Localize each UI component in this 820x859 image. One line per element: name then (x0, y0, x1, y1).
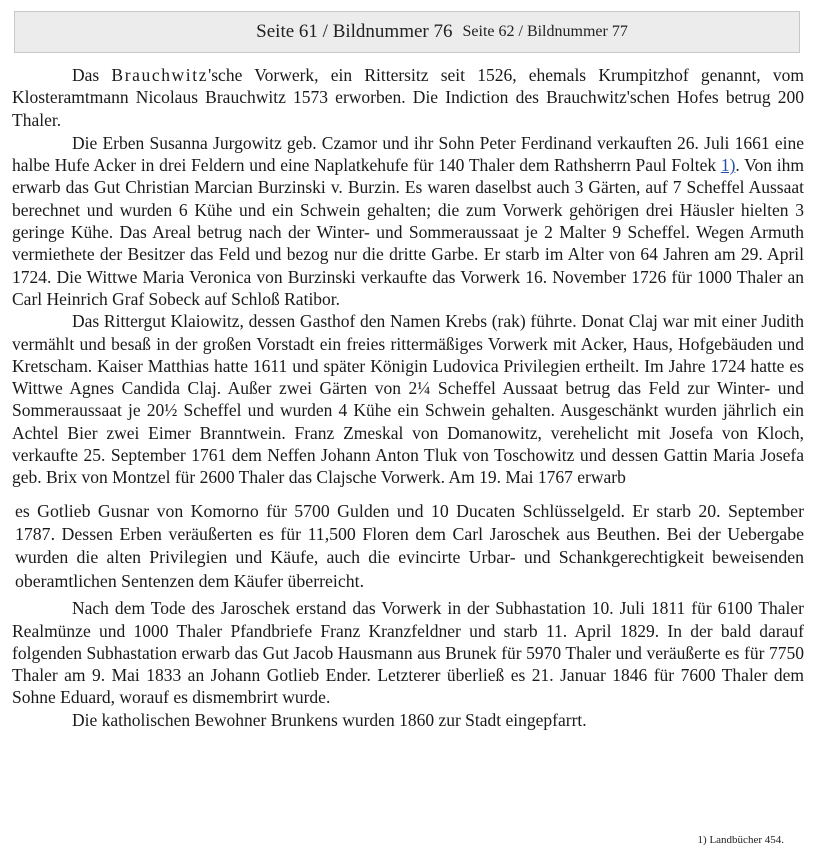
paragraph-text: Die katholischen Bewohner Brunkens wurden 1860 zur Stadt eingepfarrt. (72, 709, 587, 730)
next-page-number-label: Seite 62 / Bildnummer 77 (462, 23, 628, 40)
paragraph-brunken (12, 709, 804, 731)
footnote-text: 1) Landbücher 454. (697, 834, 784, 846)
paragraph-jaroschek (12, 597, 804, 708)
paragraph-brauchwitz (12, 64, 804, 131)
paragraph-text: 'sche Vorwerk, ein Rittersitz seit 1526, ehemals Krumpitzhof genannt, vom Klosteramtmann Nicolaus Brauchwitz 1573 erworben. Die Indiction des Brauchwitz'schen Hofes betrug 200 Thaler. (12, 65, 804, 130)
paragraph-text: . Von ihm erwarb das Gut Christian Marcian Burzinski v. Burzin. Es waren daselbst auch 3 Gärten, auf 7 Scheffel Aussaat berechnet und wurden 6 Kühe und ein Schwein gehalten; die zum Vorwerk gehörigen drei Häusler hielten 3 geringe Kühe. Das Areal betrug nach der Winter- und Sommeraussaat je 2 Malter 9 Scheffel. Wegen Armuth vermiethete der Besitzer das Feld und bezog nur die dritte Garbe. Er starb im Alter von 64 Jahren am 29. April 1724. Die Wittwe Maria Veronica von Burzinski verkaufte das Vorwerk 16. November 1726 für 1000 Thaler an Carl Heinrich Graf Sobeck auf Schloß Ratibor. (12, 155, 804, 309)
paragraph-erben (12, 132, 804, 310)
footnote-reference-link[interactable]: 1) (720, 155, 736, 176)
paragraph-text: es Gotlieb Gusnar von Komorno für 5700 Gulden und 10 Ducaten Schlüsselgeld. Er starb 20. September 1787. Dessen Erben veräußerten es für 11,500 Floren dem Carl Jaroschek aus Beuthen. Bei der Uebergabe wurden die alten Privilegien und Käufe, auch die evincirte Urbar- und Schankgerechtigkeit beweisenden oberamtlichen Sentenzen dem Käufer überreicht. (15, 500, 804, 591)
page-header-bar (14, 11, 800, 53)
paragraph-text: Nach dem Tode des Jaroschek erstand das Vorwerk in der Subhastation 10. Juli 1811 für 6100 Thaler Realmünze und 1000 Thaler Pfandbriefe Franz Kranzfeldner und starb 11. April 1829. In der bald darauf folgenden Subhastation erwarb das Gut Jacob Hausmann aus Brunek für 5970 Thaler und veräußerte es für 7750 Thaler am 9. Mai 1833 an Johann Gotlieb Ender. Letzterer überließ es 21. Januar 1846 für 7600 Thaler dem Sohne Eduard, worauf es dismembrirt wurde. (12, 598, 804, 708)
page-number-label: Seite 61 / Bildnummer 76 (256, 21, 453, 42)
spaced-name-brauchwitz: Brauchwitz (111, 65, 209, 85)
paragraph-continuation (12, 500, 804, 594)
paragraph-prefix: Das (72, 65, 112, 85)
page-break-gap (12, 489, 804, 500)
document-body (12, 64, 804, 731)
paragraph-klaiowitz (12, 310, 804, 488)
paragraph-text: Die Erben Susanna Jurgowitz geb. Czamor und ihr Sohn Peter Ferdinand verkauften 26. Juli 1661 eine halbe Hufe Acker in drei Feldern und eine Naplatkehufe für 140 Thaler dem Rathsherrn Paul Foltek (12, 132, 804, 176)
paragraph-text: Das Rittergut Klaiowitz, dessen Gasthof den Namen Krebs (rak) führte. Donat Claj war mit einer Judith vermählt und besaß in der großen Vorstadt ein freies rittermäßiges Vorwerk mit Acker, Haus, Hofgebäuden und Kretscham. Kaiser Matthias hatte 1611 und später Königin Ludovica Privilegien ertheilt. Im Jahre 1724 hatte es Wittwe Agnes Candida Claj. Außer zwei Gärten von 2¼ Scheffel Aussaat betrug das Feld zur Winter- und Sommeraussaat je 20½ Scheffel und wurden 4 Kühe ein Schwein gehalten. Ausgeschänkt wurden jährlich ein Achtel Bier zwei Eimer Branntwein. Franz Zmeskal von Domanowitz, verehelicht mit Josefa von Kloch, verkaufte 25. September 1761 dem Neffen Johann Anton Tluk von Toschowitz und dessen Gattin Maria Josefa geb. Brix von Montzel für 2600 Thaler das Clajsche Vorwerk. Am 19. Mai 1767 erwarb (12, 311, 804, 488)
